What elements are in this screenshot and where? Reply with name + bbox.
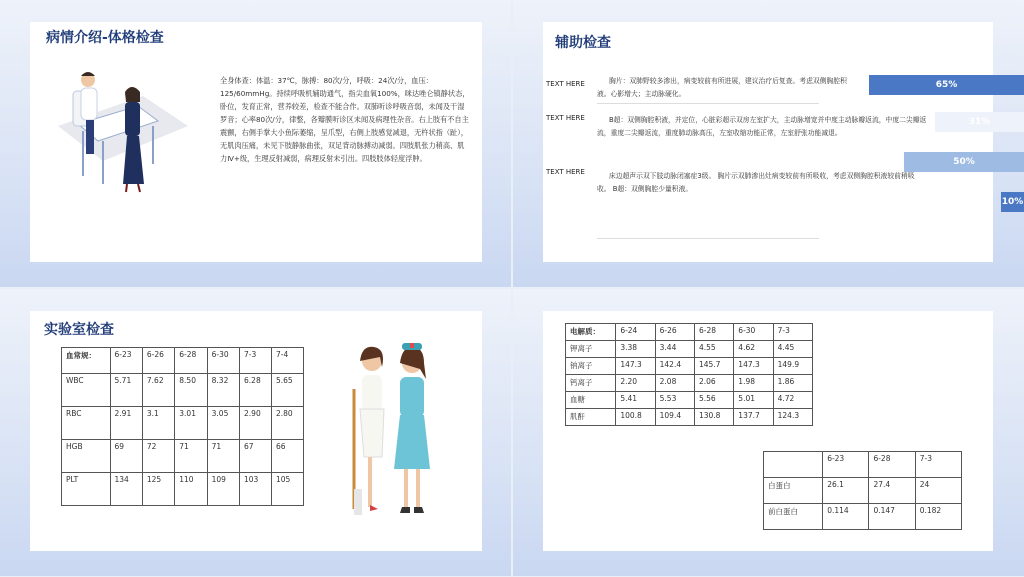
table-cell: 7-3	[773, 324, 812, 341]
table-cell: 109	[207, 473, 239, 506]
progress-bar-65: 65%	[869, 75, 1024, 95]
table-row	[566, 341, 813, 358]
item-label: TEXT HERE	[546, 114, 585, 122]
table-cell: 7.62	[142, 374, 174, 407]
item-label: TEXT HERE	[546, 80, 585, 88]
table-cell: 0.182	[915, 504, 961, 530]
table-cell: 4.55	[694, 341, 733, 358]
table-cell: 71	[175, 440, 207, 473]
table-cell: HGB	[62, 440, 111, 473]
table-cell: 6-28	[694, 324, 733, 341]
divider	[597, 103, 819, 104]
table-row	[62, 473, 304, 506]
slide-auxiliary-exam[interactable]	[513, 0, 1024, 287]
table-cell: 26.1	[823, 478, 869, 504]
table-cell: 105	[271, 473, 303, 506]
slide-title: 实验室检查	[44, 322, 114, 338]
table-header-row	[566, 324, 813, 341]
table-cell: 4.62	[734, 341, 773, 358]
table-cell: 5.01	[734, 392, 773, 409]
table-cell: 6-23	[110, 348, 142, 374]
table-cell: 血糖	[566, 392, 616, 409]
table-cell: 109.4	[655, 409, 694, 426]
slide-lab-exam-2[interactable]	[513, 289, 1024, 576]
table-cell: 白蛋白	[764, 478, 823, 504]
table-cell: 钠离子	[566, 358, 616, 375]
table-cell: 2.08	[655, 375, 694, 392]
table-cell: 钙离子	[566, 375, 616, 392]
table-cell: 3.1	[142, 407, 174, 440]
progress-bar-10: 10%	[1001, 192, 1024, 212]
exam-description: 全身体查：体温：37℃，脉搏：80次/分，呼吸：24次/分，血压：125/60mmHg。持续呼吸机辅助通气，指尖血氧100%，咪达唑仑镇静状态，卧位，发育正常，营养较差，检查不能合作。双肺听诊呼吸音弱，未闻及干湿罗音；心率80次/分，律整，各瓣膜听诊区未闻及病理性杂音。右上肢有不自主震颤，右侧手掌大小鱼际萎缩，呈爪型，右侧上肢感觉减退，无杵状指（趾），无肌肉压痛，未见下肢静脉曲张，双足背动脉搏动减弱。四肢肌张力稍高、肌力Ⅳ+级，生理反射减弱，病理反射未引出。四肢肢体轻度浮肿。	[220, 76, 470, 163]
table-cell: 149.9	[773, 358, 812, 375]
content-card	[543, 22, 993, 262]
table-cell: 8.32	[207, 374, 239, 407]
table-cell: 前白蛋白	[764, 504, 823, 530]
table-cell: 血常规：	[62, 348, 111, 374]
table-cell: 1.98	[734, 375, 773, 392]
table-cell: 1.86	[773, 375, 812, 392]
table-cell: 3.44	[655, 341, 694, 358]
table-cell: 142.4	[655, 358, 694, 375]
item-text: B超：双侧胸腔积液，并定位，心脏彩超示双房左室扩大，主动脉增宽并中度主动脉瓣返流，中度二尖瓣返流，重度二尖瓣返流，重度肺动脉高压，左室收缩功能正常，左室舒张功能减退。	[597, 116, 927, 137]
table-cell: 103	[240, 473, 272, 506]
table-row	[566, 375, 813, 392]
slide-title: 病情介绍-体格检查	[46, 30, 164, 46]
table-cell: 2.06	[694, 375, 733, 392]
table-cell: 6-26	[142, 348, 174, 374]
table-cell: 6-28	[175, 348, 207, 374]
table-cell: 6.28	[240, 374, 272, 407]
table-cell	[764, 452, 823, 478]
table-cell: 6-23	[823, 452, 869, 478]
table-cell: 71	[207, 440, 239, 473]
doctor-consultation-illustration	[48, 66, 198, 201]
table-cell: 110	[175, 473, 207, 506]
table-cell: 2.20	[616, 375, 655, 392]
item-text: 床边超声示双下肢动脉闭塞症3级。 胸片示双肺渗出灶病变较前有所吸收，考虑双侧胸腔积液较前稍吸收。 B超：双侧胸腔少量积液。	[597, 172, 915, 193]
table-cell: 6-26	[655, 324, 694, 341]
table-cell: 6-30	[734, 324, 773, 341]
table-header-row	[62, 348, 304, 374]
table-cell: 5.65	[271, 374, 303, 407]
table-cell: 27.4	[869, 478, 915, 504]
table-cell: 72	[142, 440, 174, 473]
table-cell: 6-30	[207, 348, 239, 374]
table-cell: 3.01	[175, 407, 207, 440]
table-cell: 100.8	[616, 409, 655, 426]
table-header-row	[764, 452, 962, 478]
table-cell: 4.45	[773, 341, 812, 358]
table-row	[62, 440, 304, 473]
table-cell: 肌酐	[566, 409, 616, 426]
table-cell: 2.80	[271, 407, 303, 440]
table-cell: 2.91	[110, 407, 142, 440]
table-cell: 24	[915, 478, 961, 504]
table-cell: 147.3	[734, 358, 773, 375]
table-cell: 钾离子	[566, 341, 616, 358]
table-cell: 7-3	[915, 452, 961, 478]
table-cell: 0.114	[823, 504, 869, 530]
table-cell: 4.72	[773, 392, 812, 409]
table-cell: 8.50	[175, 374, 207, 407]
table-cell: 5.41	[616, 392, 655, 409]
table-cell: 145.7	[694, 358, 733, 375]
albumin-table	[763, 451, 962, 530]
slide-lab-exam[interactable]	[0, 289, 511, 576]
table-cell: 125	[142, 473, 174, 506]
slide-title: 辅助检查	[555, 35, 611, 51]
item-label: TEXT HERE	[546, 168, 585, 176]
table-row	[764, 478, 962, 504]
table-cell: 5.53	[655, 392, 694, 409]
table-cell: 130.8	[694, 409, 733, 426]
table-row	[764, 504, 962, 530]
table-cell: 6-24	[616, 324, 655, 341]
table-row	[62, 407, 304, 440]
table-cell: 137.7	[734, 409, 773, 426]
table-row	[566, 358, 813, 375]
table-row	[566, 409, 813, 426]
table-cell: 69	[110, 440, 142, 473]
item-text: 胸片：双肺野较多渗出，病变较前有所进展，建议治疗后复查。考虑双侧胸腔积液。心影增大；主动脉硬化。	[597, 77, 847, 98]
table-cell: 2.90	[240, 407, 272, 440]
divider	[597, 238, 819, 239]
progress-bar-50: 50%	[904, 152, 1024, 172]
table-cell: 0.147	[869, 504, 915, 530]
table-row	[566, 392, 813, 409]
table-row	[62, 374, 304, 407]
nurse-patient-illustration	[340, 339, 450, 519]
table-cell: 124.3	[773, 409, 812, 426]
table-cell: 7-3	[240, 348, 272, 374]
table-cell: RBC	[62, 407, 111, 440]
table-cell: 67	[240, 440, 272, 473]
table-cell: 5.56	[694, 392, 733, 409]
table-cell: 134	[110, 473, 142, 506]
table-cell: 6-28	[869, 452, 915, 478]
table-cell: 147.3	[616, 358, 655, 375]
blood-routine-table	[61, 347, 304, 506]
electrolyte-table	[565, 323, 813, 426]
table-cell: PLT	[62, 473, 111, 506]
slide-physical-exam[interactable]	[0, 0, 511, 287]
table-cell: 66	[271, 440, 303, 473]
table-cell: 电解质：	[566, 324, 616, 341]
table-cell: 3.38	[616, 341, 655, 358]
table-cell: 5.71	[110, 374, 142, 407]
table-cell: WBC	[62, 374, 111, 407]
table-cell: 7-4	[271, 348, 303, 374]
progress-bar-31: 31%	[935, 112, 1024, 132]
table-cell: 3.05	[207, 407, 239, 440]
